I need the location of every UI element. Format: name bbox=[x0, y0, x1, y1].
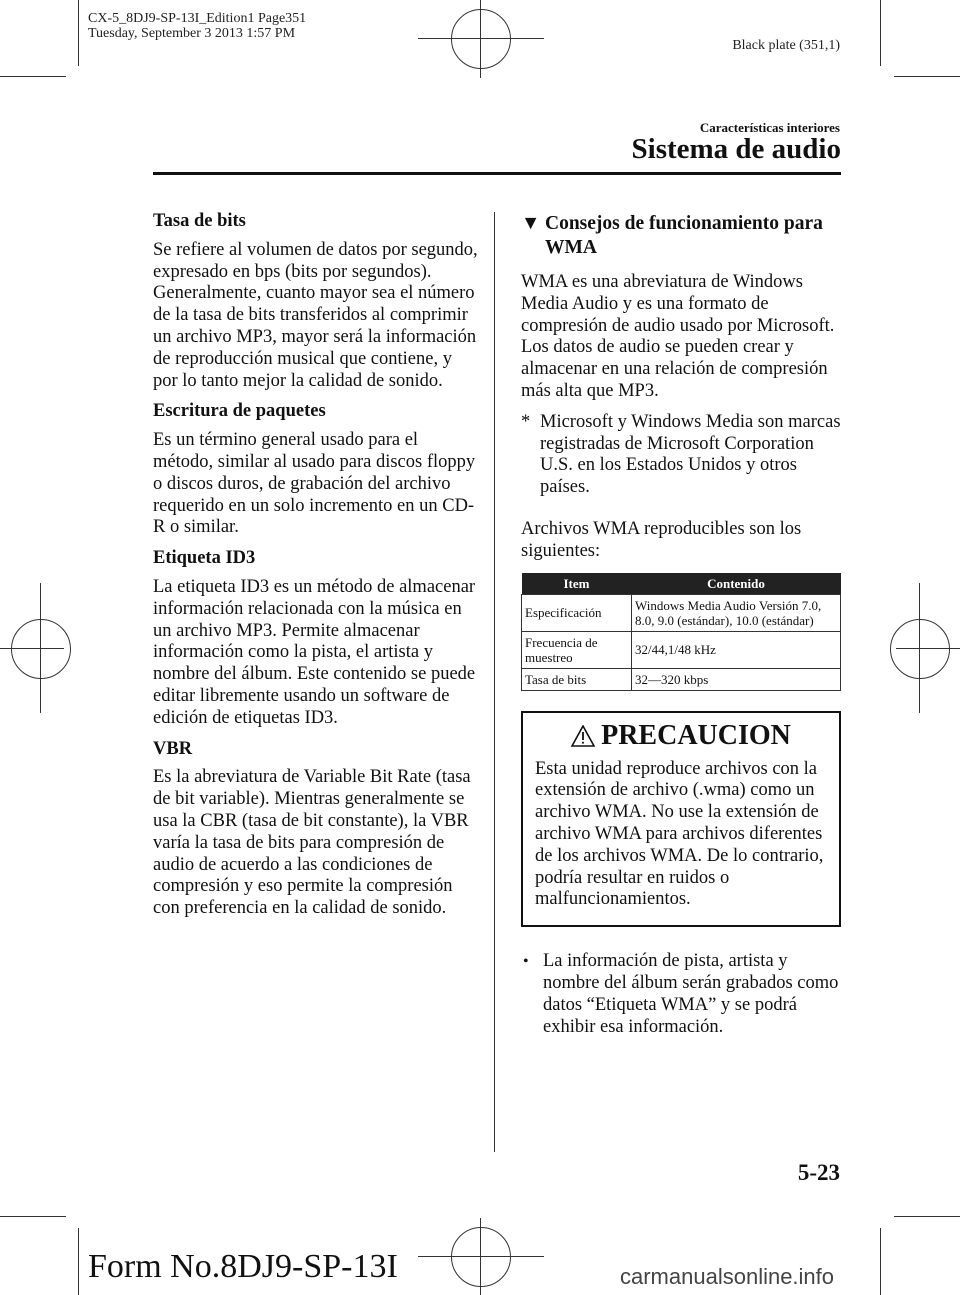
crop-mark bbox=[894, 76, 960, 77]
table-row bbox=[522, 631, 841, 668]
crop-mark bbox=[0, 1216, 66, 1217]
table-row bbox=[522, 594, 841, 631]
table-cell: Especificación bbox=[522, 594, 632, 631]
crop-mark bbox=[894, 1216, 960, 1217]
slug-line-2: Tuesday, September 3 2013 1:57 PM bbox=[88, 26, 296, 41]
caution-body: Esta unidad reproduce archivos con la extensión de archivo (.wma) como un archivo WMA. No use la extensión de archivo WMA para archivos diferentes de los archivos WMA. De lo contrario, podría resultar en ruidos o malfuncionamientos. bbox=[535, 758, 824, 910]
table-header: Item bbox=[522, 573, 632, 595]
table-cell: Tasa de bits bbox=[522, 668, 632, 690]
term-heading: Escritura de paquetes bbox=[153, 401, 326, 422]
term-definition: Es un término general usado para el método, similar al usado para discos floppy o discos duros, de grabación del archivo requerido en un solo incremento en un CD-R o similar. bbox=[153, 430, 476, 538]
term-heading: VBR bbox=[153, 738, 193, 759]
crop-mark bbox=[880, 0, 881, 66]
bullet-text: La información de pista, artista y nombre del álbum serán grabados como datos “Etiqueta WMA” y se podrá exhibir esa información. bbox=[543, 951, 839, 1037]
form-number: Form No.8DJ9-SP-13I bbox=[88, 1248, 398, 1285]
note-text: Microsoft y Windows Media son marcas registradas de Microsoft Corporation U.S. en los Estados Unidos y otros países. bbox=[540, 411, 841, 498]
term-heading: Etiqueta ID3 bbox=[153, 548, 256, 569]
crop-mark bbox=[78, 1228, 79, 1295]
plate-label: Black plate (351,1) bbox=[732, 38, 840, 53]
registration-circle bbox=[451, 9, 511, 69]
section-heading-text: Consejos de funcionamiento para WMA bbox=[545, 213, 823, 258]
table-header: Contenido bbox=[632, 573, 841, 595]
term-heading: Tasa de bits bbox=[153, 211, 246, 231]
table-cell: Frecuencia de muestreo bbox=[522, 631, 632, 668]
section-heading bbox=[521, 212, 843, 260]
term-definition: Es la abreviatura de Variable Bit Rate (tasa de bit variable). Mientras generalmente se usa la CBR (tasa de bit constante), la VBR varía la tasa de bits para compresión de audio de acuerdo a las condiciones de compresión y eso permite la compresión con preferencia en la calidad de sonido. bbox=[153, 767, 471, 919]
left-column bbox=[153, 211, 479, 929]
crop-mark bbox=[880, 1228, 881, 1295]
bullet-icon: • bbox=[523, 953, 529, 971]
table-cell: 32―320 kbps bbox=[632, 668, 841, 690]
intro-paragraph: WMA es una abreviatura de Windows Media Audio y es una formato de compresión de audio usado por Microsoft. Los datos de audio se pueden crear y almacenar en una relación de compresión más alta que MP3. bbox=[521, 272, 835, 401]
crop-mark bbox=[0, 76, 66, 77]
wma-spec-table bbox=[521, 573, 841, 691]
page-number: 5-23 bbox=[797, 1160, 840, 1185]
table-cell: 32/44,1/48 kHz bbox=[632, 631, 841, 668]
bullet-item bbox=[521, 951, 843, 1038]
slug-line-1: CX-5_8DJ9-SP-13I_Edition1 Page351 bbox=[88, 11, 307, 26]
registration-circle bbox=[890, 619, 950, 679]
table-cell: Windows Media Audio Versión 7.0, 8.0, 9.0 (estándar), 10.0 (estándar) bbox=[632, 594, 841, 631]
page-title: Sistema de audio bbox=[631, 133, 841, 165]
header-rule bbox=[153, 172, 841, 175]
term-definition: Se refiere al volumen de datos por segundo, expresado en bps (bits por segundos). Generalmente, cuanto mayor sea el número de la tasa de bits transferidos al comprimir un archivo MP3, mayor será la información de reproducción musical que contiene, y por lo tanto mejor la calidad de sonido. bbox=[153, 239, 478, 391]
caution-title bbox=[535, 719, 827, 751]
term-definition: La etiqueta ID3 es un método de almacenar información relacionada con la música en un archivo MP3. Permite almacenar información como la pista, el artista y nombre del álbum. Este contenido se puede editar libremente usando un software de edición de etiquetas ID3. bbox=[153, 576, 476, 728]
trademark-note bbox=[521, 412, 843, 499]
column-divider bbox=[494, 212, 495, 1152]
registration-circle bbox=[451, 1227, 511, 1287]
crop-mark bbox=[78, 0, 79, 66]
triangle-down-icon: ▼ bbox=[521, 213, 541, 234]
asterisk-mark: * bbox=[521, 411, 531, 432]
right-column bbox=[521, 212, 843, 1038]
warning-icon bbox=[571, 725, 595, 747]
registration-circle bbox=[11, 619, 71, 679]
caution-title-text: PRECAUCION bbox=[601, 719, 791, 751]
table-intro: Archivos WMA reproducibles son los siguientes: bbox=[521, 518, 802, 561]
watermark-text: carmanualsonline.info bbox=[620, 1264, 835, 1289]
caution-box bbox=[521, 711, 841, 928]
table-row bbox=[522, 668, 841, 690]
section-label: Características interiores bbox=[699, 120, 840, 135]
